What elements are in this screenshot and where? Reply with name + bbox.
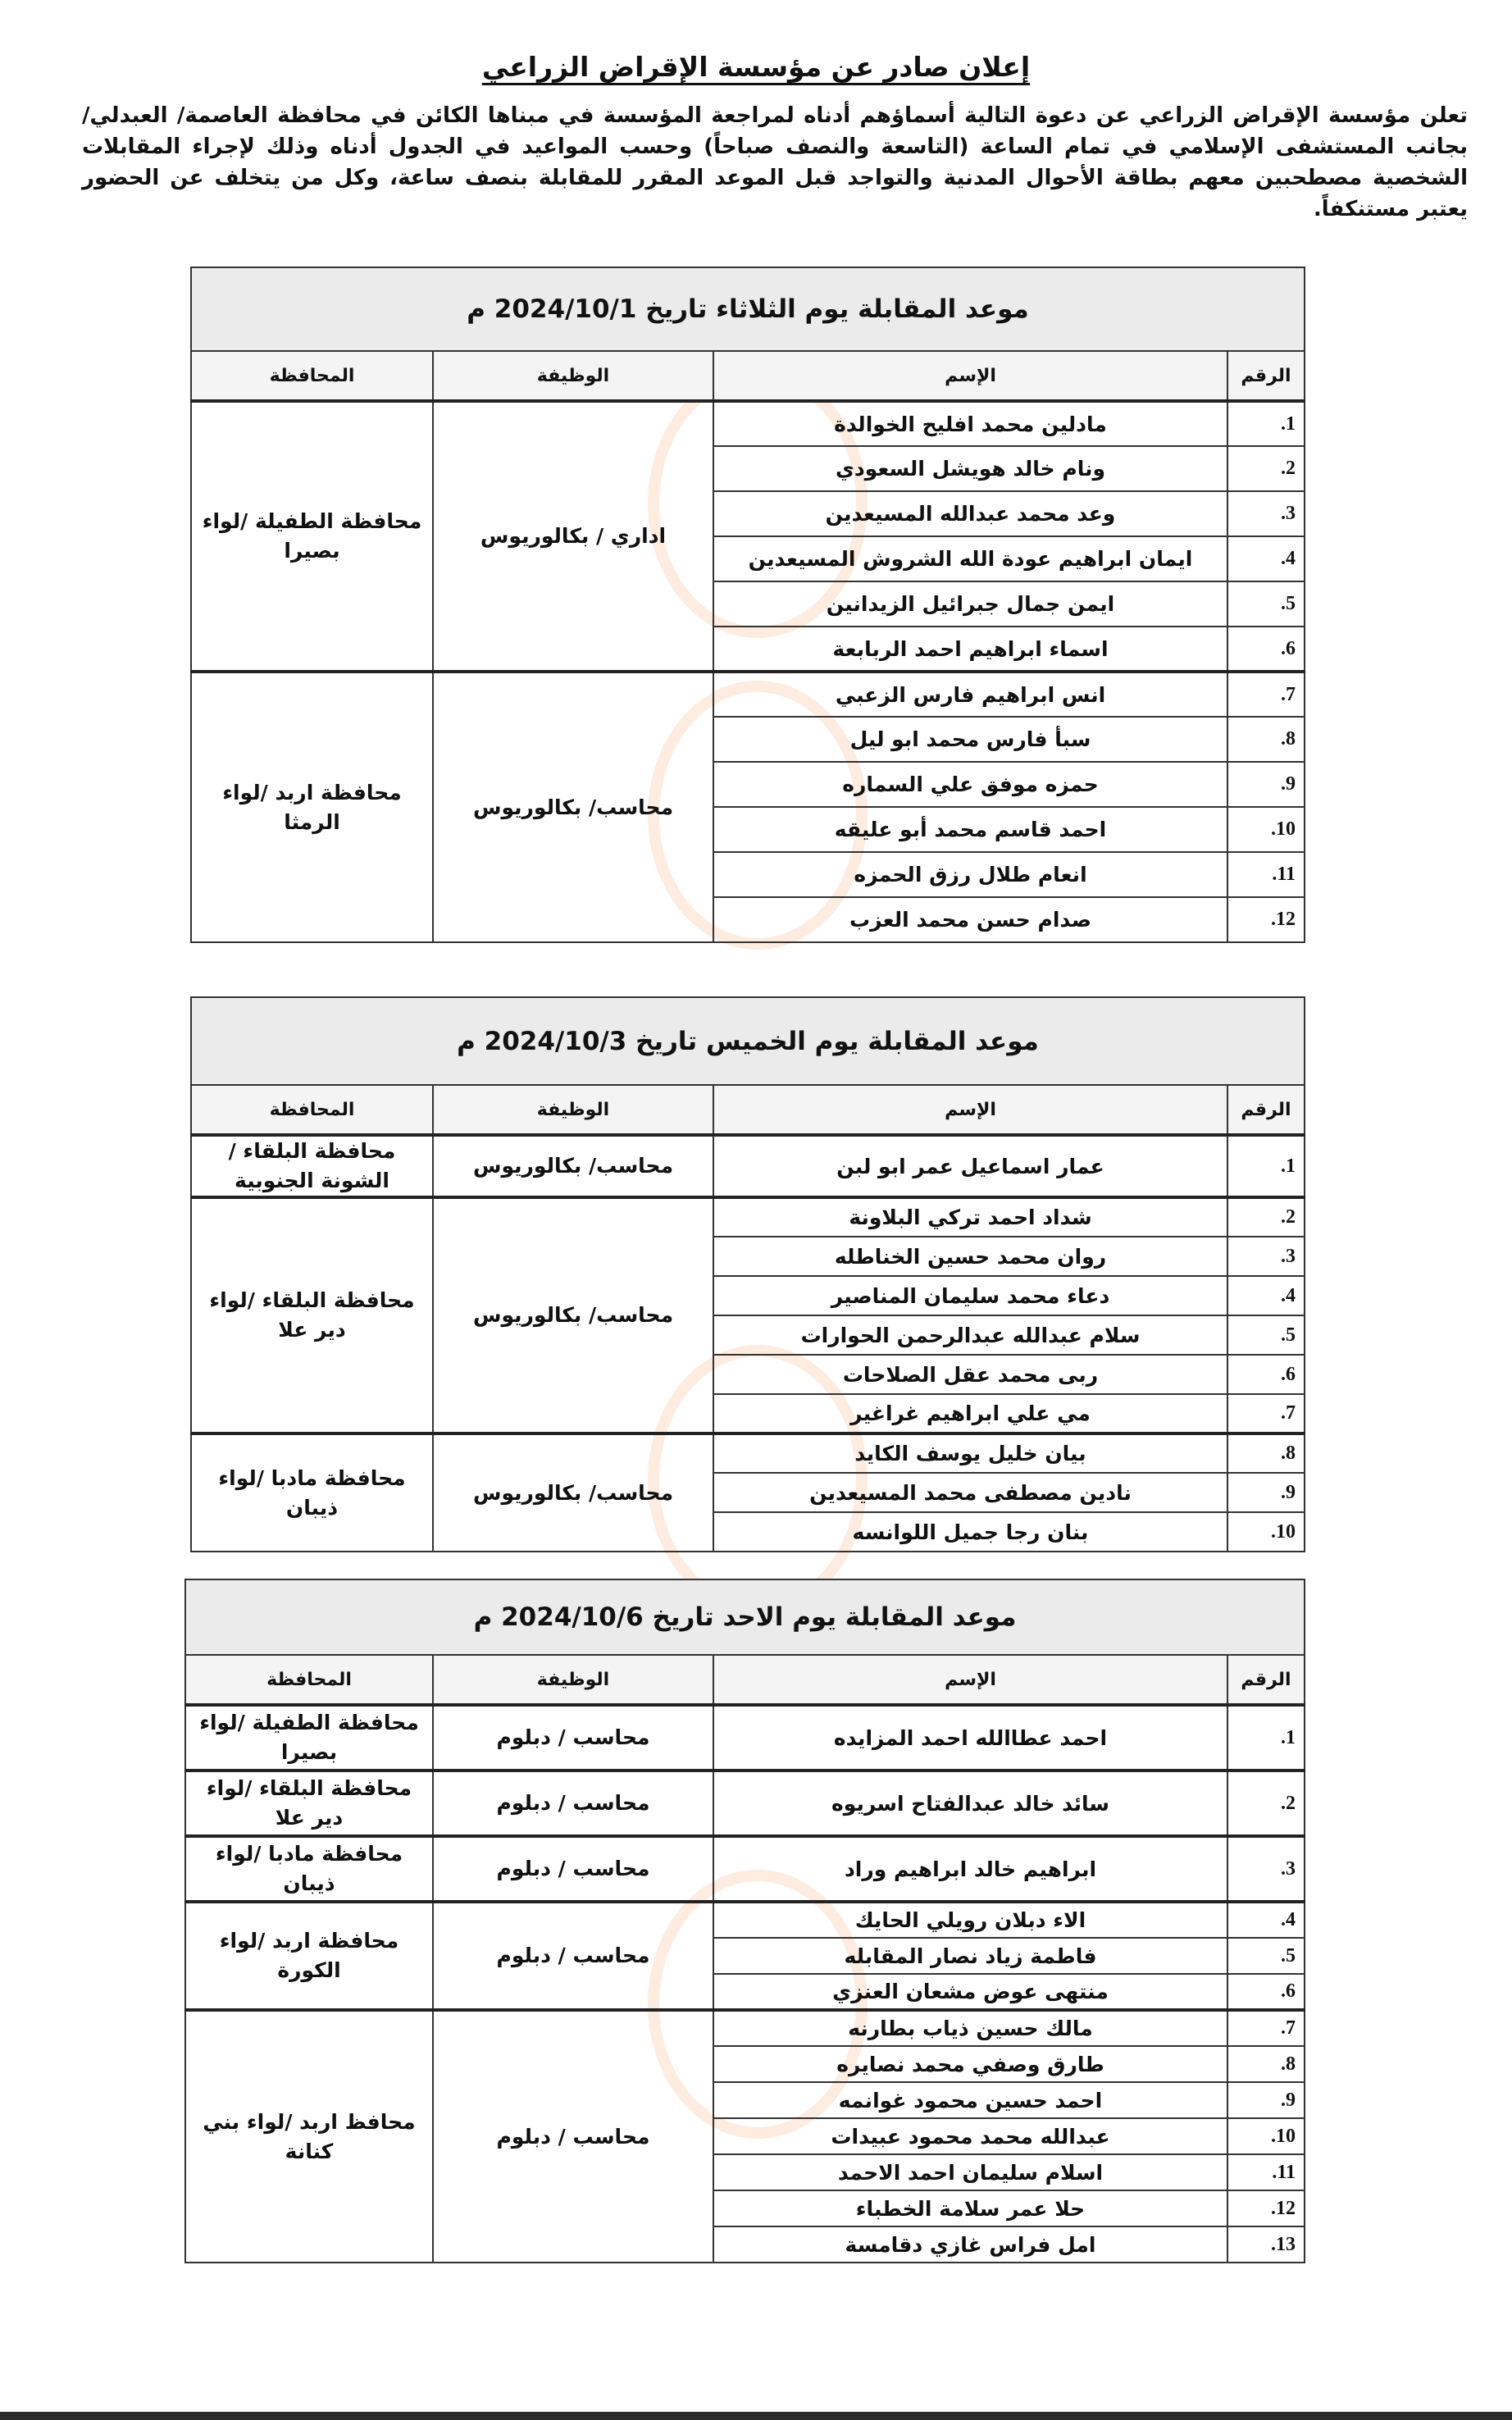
table-row bbox=[191, 672, 1305, 717]
row-number: 10. bbox=[1227, 807, 1305, 852]
header-name: الإسم bbox=[713, 351, 1227, 401]
page-title: إعلان صادر عن مؤسسة الإقراض الزراعي bbox=[481, 51, 1031, 83]
row-number: 13. bbox=[1227, 2226, 1305, 2263]
row-number: 6. bbox=[1227, 627, 1305, 672]
table-title: موعد المقابلة يوم الخميس تاريخ 2024/10/3 م bbox=[191, 997, 1305, 1085]
candidate-name: بيان خليل يوسف الكايد bbox=[713, 1433, 1227, 1473]
header-job: الوظيفة bbox=[433, 1655, 713, 1705]
governorate: محافظة مادبا /لواء ذيبان bbox=[185, 1836, 433, 1902]
schedule-table bbox=[190, 996, 1305, 1552]
row-number: 4. bbox=[1227, 536, 1305, 581]
header-num: الرقم bbox=[1227, 351, 1305, 401]
row-number: 2. bbox=[1227, 446, 1305, 491]
schedule-table bbox=[184, 1579, 1305, 2263]
header-num: الرقم bbox=[1227, 1085, 1305, 1135]
candidate-name: امل فراس غازي دقامسة bbox=[713, 2226, 1227, 2263]
table-title: موعد المقابلة يوم الاحد تاريخ 2024/10/6 م bbox=[185, 1579, 1305, 1655]
candidate-name: ربى محمد عقل الصلاحات bbox=[713, 1355, 1227, 1394]
row-number: 1. bbox=[1227, 1135, 1305, 1197]
governorate: محافظة البلقاء / الشونة الجنوبية bbox=[191, 1135, 433, 1197]
row-number: 10. bbox=[1227, 2118, 1305, 2154]
row-number: 2. bbox=[1227, 1197, 1305, 1237]
governorate: محافظ اربد /لواء بني كنانة bbox=[185, 2010, 433, 2263]
candidate-name: مالك حسين ذياب بطارنه bbox=[713, 2010, 1227, 2046]
table-title-row bbox=[191, 267, 1305, 351]
row-number: 9. bbox=[1227, 2082, 1305, 2118]
row-number: 5. bbox=[1227, 1315, 1305, 1355]
table-row bbox=[191, 1197, 1305, 1237]
bottom-border bbox=[0, 2412, 1512, 2420]
intro-paragraph: تعلن مؤسسة الإقراض الزراعي عن دعوة التالية أسماؤهم أدناه لمراجعة المؤسسة في مبناها الكائن في محافظة العاصمة/ العبدلي/ بجانب المستشفى الإسلامي في تمام الساعة (التاسعة والنصف صباحاً) وحسب المواعيد في الجدول أدناه وذلك لإجراء المقابلات الشخصية مصطحبين معهم بطاقة الأحوال المدنية والتواجد قبل الموعد المقرر للمقابلة بنصف ساعة، وكل من يتخلف عن الحضور يعتبر مستنكفاً. bbox=[82, 103, 1468, 221]
table-row bbox=[191, 1433, 1305, 1473]
table-row bbox=[185, 1705, 1305, 1771]
candidate-name: عبدالله محمد محمود عبيدات bbox=[713, 2118, 1227, 2154]
header-governorate: المحافظة bbox=[191, 351, 433, 401]
schedule-table bbox=[190, 267, 1305, 943]
job-title: محاسب / دبلوم bbox=[433, 1771, 713, 1836]
table-header-row bbox=[191, 1085, 1305, 1135]
row-number: 10. bbox=[1227, 1512, 1305, 1552]
header-name: الإسم bbox=[713, 1655, 1227, 1705]
candidate-name: انعام طلال رزق الحمزه bbox=[713, 852, 1227, 897]
candidate-name: ايمن جمال جبرائيل الزيدانين bbox=[713, 581, 1227, 627]
governorate: محافظة الطفيلة /لواء بصيرا bbox=[185, 1705, 433, 1771]
candidate-name: بنان رجا جميل اللوانسه bbox=[713, 1512, 1227, 1552]
table-row bbox=[185, 1902, 1305, 1938]
governorate: محافظة البلقاء /لواء دير علا bbox=[191, 1197, 433, 1433]
candidate-name: وعد محمد عبدالله المسيعدين bbox=[713, 491, 1227, 536]
row-number: 5. bbox=[1227, 1938, 1305, 1974]
candidate-name: احمد حسين محمود غوانمه bbox=[713, 2082, 1227, 2118]
candidate-name: شداد احمد تركي البلاونة bbox=[713, 1197, 1227, 1237]
table-header-row bbox=[191, 351, 1305, 401]
candidate-name: عمار اسماعيل عمر ابو لبن bbox=[713, 1135, 1227, 1197]
job-title: محاسب / دبلوم bbox=[433, 1836, 713, 1902]
row-number: 2. bbox=[1227, 1771, 1305, 1836]
candidate-name: حلا عمر سلامة الخطباء bbox=[713, 2190, 1227, 2226]
row-number: 8. bbox=[1227, 717, 1305, 762]
table-row bbox=[191, 1135, 1305, 1197]
row-number: 3. bbox=[1227, 1237, 1305, 1276]
row-number: 12. bbox=[1227, 897, 1305, 942]
row-number: 8. bbox=[1227, 2046, 1305, 2082]
candidate-name: سائد خالد عبدالفتاح اسريوه bbox=[713, 1771, 1227, 1836]
candidate-name: انس ابراهيم فارس الزعبي bbox=[713, 672, 1227, 717]
job-title: محاسب / دبلوم bbox=[433, 1705, 713, 1771]
job-title: اداري / بكالوريوس bbox=[433, 401, 713, 672]
candidate-name: اسلام سليمان احمد الاحمد bbox=[713, 2154, 1227, 2190]
header-governorate: المحافظة bbox=[185, 1655, 433, 1705]
candidate-name: حمزه موفق علي السماره bbox=[713, 762, 1227, 807]
table-title-row bbox=[191, 997, 1305, 1085]
table-row bbox=[185, 2010, 1305, 2046]
governorate: محافظة اربد /لواء الرمثا bbox=[191, 672, 433, 942]
candidate-name: اسماء ابراهيم احمد الربابعة bbox=[713, 627, 1227, 672]
candidate-name: نادين مصطفى محمد المسيعدين bbox=[713, 1473, 1227, 1512]
header-name: الإسم bbox=[713, 1085, 1227, 1135]
row-number: 11. bbox=[1227, 2154, 1305, 2190]
row-number: 4. bbox=[1227, 1902, 1305, 1938]
candidate-name: صدام حسن محمد العزب bbox=[713, 897, 1227, 942]
job-title: محاسب / دبلوم bbox=[433, 2010, 713, 2263]
table-title: موعد المقابلة يوم الثلاثاء تاريخ 2024/10/1 م bbox=[191, 267, 1305, 351]
row-number: 6. bbox=[1227, 1974, 1305, 2010]
row-number: 3. bbox=[1227, 1836, 1305, 1902]
candidate-name: فاطمة زياد نصار المقابله bbox=[713, 1938, 1227, 1974]
candidate-name: ايمان ابراهيم عودة الله الشروش المسيعدين bbox=[713, 536, 1227, 581]
row-number: 6. bbox=[1227, 1355, 1305, 1394]
row-number: 5. bbox=[1227, 581, 1305, 627]
header-job: الوظيفة bbox=[433, 1085, 713, 1135]
candidate-name: سلام عبدالله عبدالرحمن الحوارات bbox=[713, 1315, 1227, 1355]
header-governorate: المحافظة bbox=[191, 1085, 433, 1135]
row-number: 8. bbox=[1227, 1433, 1305, 1473]
candidate-name: مادلين محمد افليح الخوالدة bbox=[713, 401, 1227, 446]
row-number: 9. bbox=[1227, 1473, 1305, 1512]
candidate-name: منتهى عوض مشعان العنزي bbox=[713, 1974, 1227, 2010]
row-number: 7. bbox=[1227, 672, 1305, 717]
table-title-row bbox=[185, 1579, 1305, 1655]
table-header-row bbox=[185, 1655, 1305, 1705]
job-title: محاسب/ بكالوريوس bbox=[433, 672, 713, 942]
table-row bbox=[185, 1771, 1305, 1836]
candidate-name: دعاء محمد سليمان المناصير bbox=[713, 1276, 1227, 1315]
candidate-name: مي علي ابراهيم غراغير bbox=[713, 1394, 1227, 1433]
row-number: 1. bbox=[1227, 1705, 1305, 1771]
candidate-name: سبأ فارس محمد ابو ليل bbox=[713, 717, 1227, 762]
candidate-name: احمد عطاالله احمد المزايده bbox=[713, 1705, 1227, 1771]
governorate: محافظة اربد /لواء الكورة bbox=[185, 1902, 433, 2010]
candidate-name: ونام خالد هويشل السعودي bbox=[713, 446, 1227, 491]
governorate: محافظة الطفيلة /لواء بصيرا bbox=[191, 401, 433, 672]
job-title: محاسب/ بكالوريوس bbox=[433, 1135, 713, 1197]
row-number: 7. bbox=[1227, 1394, 1305, 1433]
header-job: الوظيفة bbox=[433, 351, 713, 401]
candidate-name: ابراهيم خالد ابراهيم وراد bbox=[713, 1836, 1227, 1902]
row-number: 7. bbox=[1227, 2010, 1305, 2046]
table-row bbox=[191, 401, 1305, 446]
candidate-name: احمد قاسم محمد أبو عليقه bbox=[713, 807, 1227, 852]
row-number: 11. bbox=[1227, 852, 1305, 897]
candidate-name: الاء دبلان رويلي الحايك bbox=[713, 1902, 1227, 1938]
governorate: محافظة مادبا /لواء ذيبان bbox=[191, 1433, 433, 1552]
governorate: محافظة البلقاء /لواء دير علا bbox=[185, 1771, 433, 1836]
job-title: محاسب/ بكالوريوس bbox=[433, 1433, 713, 1552]
row-number: 4. bbox=[1227, 1276, 1305, 1315]
row-number: 1. bbox=[1227, 401, 1305, 446]
job-title: محاسب/ بكالوريوس bbox=[433, 1197, 713, 1433]
row-number: 3. bbox=[1227, 491, 1305, 536]
row-number: 9. bbox=[1227, 762, 1305, 807]
candidate-name: طارق وصفي محمد نصايره bbox=[713, 2046, 1227, 2082]
row-number: 12. bbox=[1227, 2190, 1305, 2226]
job-title: محاسب / دبلوم bbox=[433, 1902, 713, 2010]
candidate-name: روان محمد حسين الخناطله bbox=[713, 1237, 1227, 1276]
header-num: الرقم bbox=[1227, 1655, 1305, 1705]
table-row bbox=[185, 1836, 1305, 1902]
